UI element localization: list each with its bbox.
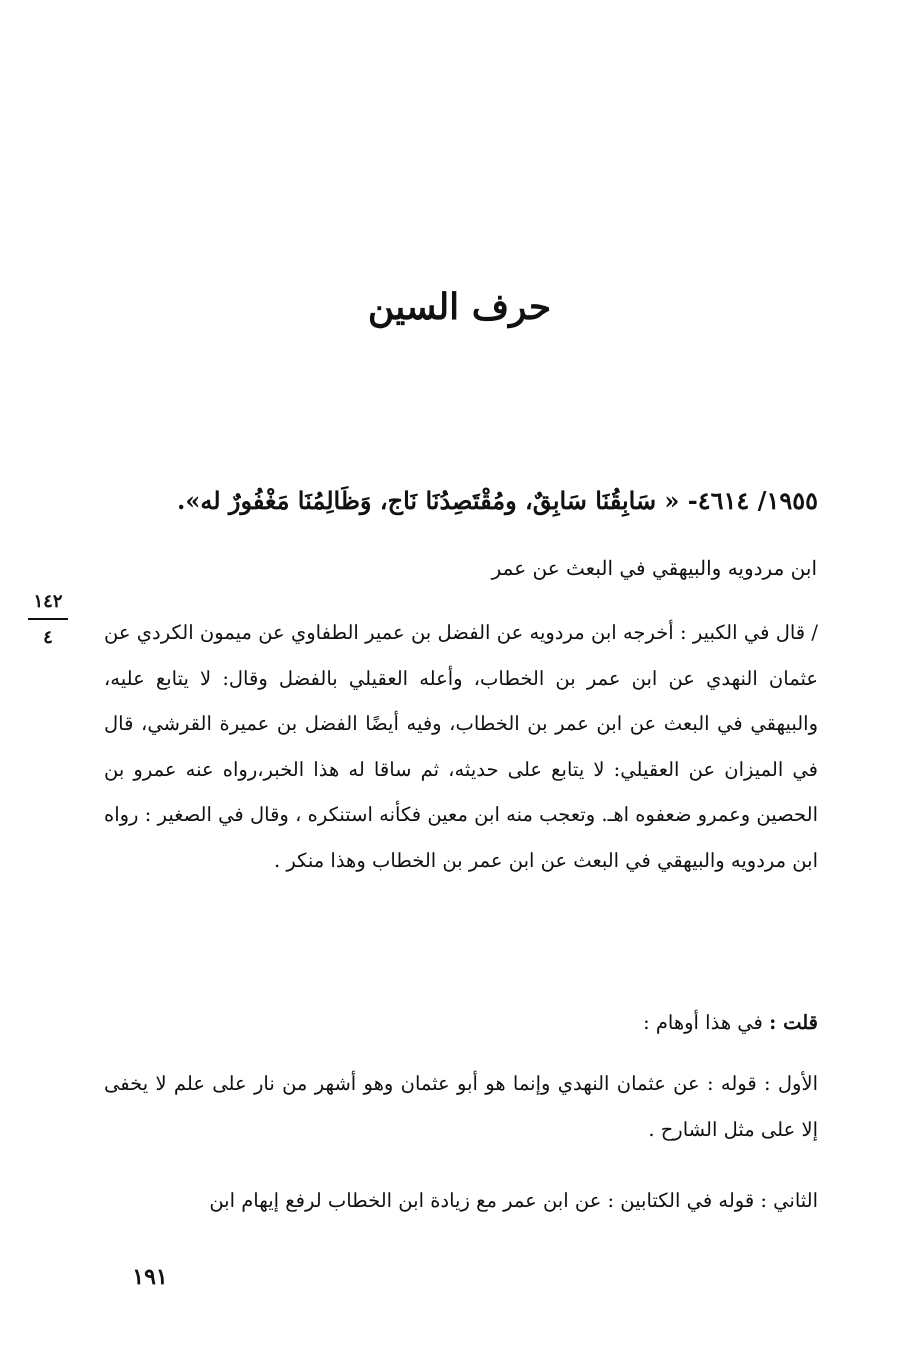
hadith-text: « سَابِقُنَا سَابِقٌ، ومُقْتَصِدُنَا نَاج، وَظَالِمُنَا مَغْفُورٌ له». xyxy=(176,486,680,515)
margin-divider xyxy=(28,618,68,620)
chapter-title: حرف السين xyxy=(367,286,552,328)
entry-number: ١٩٥٥/ ٤٦١٤- xyxy=(687,486,818,515)
note-lead: قلت : xyxy=(769,1011,818,1034)
note-rest: في هذا أوهام : xyxy=(643,1011,763,1034)
hadith-source: ابن مردويه والبيهقي في البعث عن عمر xyxy=(491,556,817,580)
first-remark: الأول : قوله : عن عثمان النهدي وإنما هو أبو عثمان وهو أشهر من نار على علم لا يخفى إلا على مثل الشارح . xyxy=(104,1072,818,1141)
second-remark: الثاني : قوله في الكتابين : عن ابن عمر مع زيادة ابن الخطاب لرفع إيهام ابن xyxy=(209,1189,818,1212)
margin-volume-reference xyxy=(28,590,68,650)
margin-volume-number: ٤ xyxy=(43,627,53,648)
page-number: ١٩١ xyxy=(132,1264,168,1290)
margin-page-number: ١٤٢ xyxy=(33,591,63,612)
note-heading xyxy=(104,1000,818,1046)
commentary-paragraph: / قال في الكبير : أخرجه ابن مردويه عن الفضل بن عمير الطفاوي عن ميمون الكردي عن عثمان النهدي عن ابن عمر بن الخطاب، وأعله العقيلي بالفضل وقال: لا يتابع عليه، والبيهقي في البعث عن ابن عمر بن الخطاب، وفيه أيضًا الفضل بن عميرة القرشي، قال في الميزان عن العقيلي: لا يتابع على حديثه، ثم ساقا له هذا الخبر،رواه عنه عمرو بن الحصين وعمرو ضعفوه اهـ. وتعجب منه ابن معين فكأنه استنكره ، وقال في الصغير : رواه ابن مردويه والبيهقي في البعث عن ابن عمر بن الخطاب وهذا منكر . xyxy=(104,621,818,872)
hadith-entry xyxy=(100,476,818,526)
